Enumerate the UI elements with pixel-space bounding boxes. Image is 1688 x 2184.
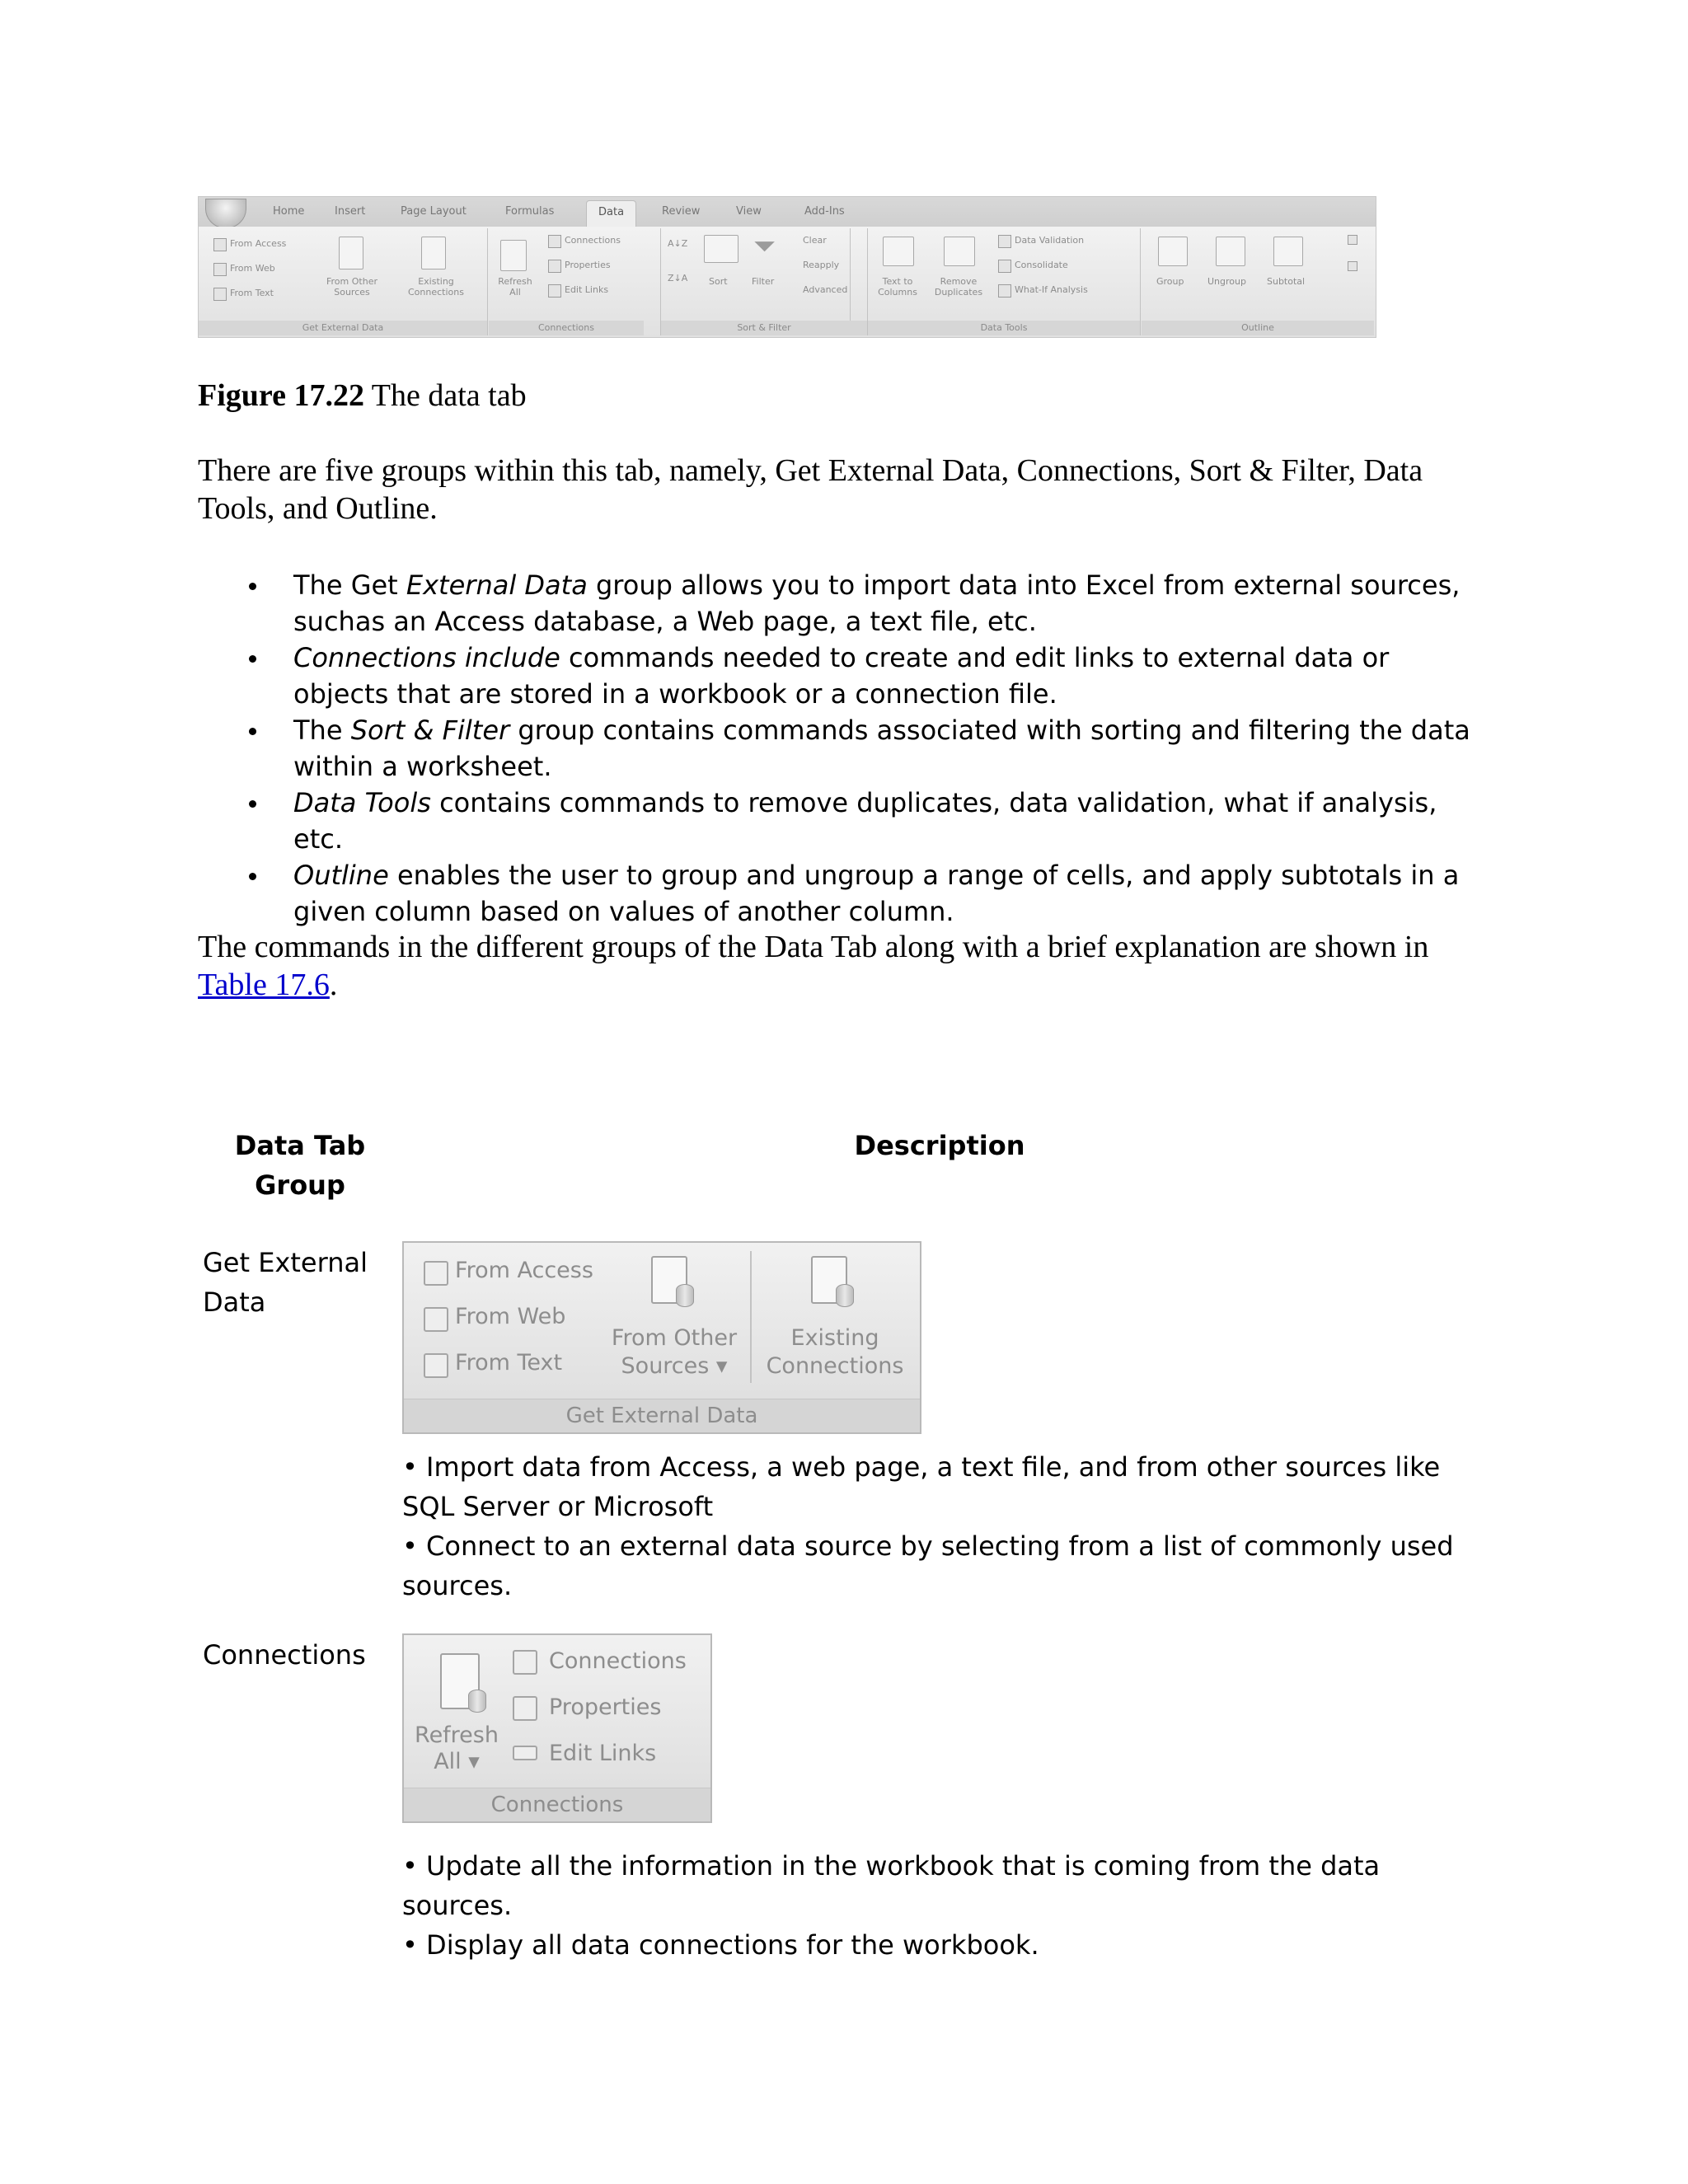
ribbon-tab-add-ins: Add-Ins <box>804 205 845 218</box>
get-external-data-group-name: Get External Data <box>199 321 487 335</box>
row-group-connections: Connections <box>203 1639 366 1671</box>
bullet-text: contains commands to remove duplicates, data validation, what if analysis, etc. <box>293 787 1437 855</box>
advanced-label: Advanced <box>803 284 848 295</box>
connections-group-image <box>402 1633 712 1823</box>
figure-caption <box>198 377 527 414</box>
ribbon-group-sort-filter <box>660 228 868 335</box>
bullet-emphasis: External Data <box>406 569 588 601</box>
bullet-dot <box>249 728 256 735</box>
edit-links-label: Edit Links <box>549 1741 657 1766</box>
properties-label: Properties <box>565 260 611 270</box>
sort-label: Sort <box>709 276 728 287</box>
ribbon-body <box>199 227 1376 337</box>
text-file-icon <box>213 288 227 301</box>
ribbon-group-get-external-data <box>199 228 488 335</box>
existing-connections-icon <box>811 1256 847 1304</box>
group-separator <box>750 1251 752 1383</box>
ungroup-label: Ungroup <box>1207 276 1246 287</box>
subtotal-icon <box>1273 237 1303 266</box>
connections-group-name: Connections <box>489 321 644 335</box>
sort-za-icon: Z↓A <box>668 273 688 284</box>
web-icon <box>213 263 227 276</box>
ribbon-tab-review: Review <box>662 205 701 218</box>
from-access-label: From Access <box>455 1258 593 1283</box>
show-detail-icon <box>1348 235 1357 245</box>
table-link[interactable]: Table 17.6 <box>198 968 330 1002</box>
refresh-icon <box>500 240 527 271</box>
consolidate-label: Consolidate <box>1015 260 1068 270</box>
from-other-sources-label: From Other Sources <box>326 276 377 298</box>
bullet-text: The Get <box>293 569 406 601</box>
get-external-data-group-image <box>402 1241 921 1434</box>
table-header-group: Data Tab Group <box>234 1130 366 1201</box>
ungroup-icon <box>1216 237 1245 266</box>
properties-label: Properties <box>549 1694 662 1720</box>
figure-title: The data tab <box>371 378 527 413</box>
description-line: • Connect to an external data source by selecting from a list of commonly used sources. <box>402 1530 1454 1601</box>
data-tools-group-name: Data Tools <box>868 321 1140 335</box>
connections-description <box>402 1846 1474 1965</box>
sort-filter-group-name: Sort & Filter <box>661 321 867 335</box>
ribbon-group-outline <box>1142 228 1374 335</box>
ribbon-tab-row <box>199 197 1376 227</box>
bullet-text: enables the user to group and ungroup a range of cells, and apply subtotals in a given column based on values of another column. <box>293 860 1460 927</box>
connections-label: Connections <box>549 1648 687 1674</box>
reapply-label: Reapply <box>803 260 840 270</box>
existing-connections-label-line2: Connections <box>766 1353 904 1379</box>
ribbon-tab-data: Data <box>586 200 636 227</box>
access-icon <box>213 238 227 251</box>
refresh-all-label-line2: All ▾ <box>434 1749 480 1774</box>
ribbon-tab-insert: Insert <box>335 205 366 218</box>
from-other-sources-label-line2: Sources ▾ <box>621 1353 728 1379</box>
table-header-description: Description <box>854 1130 1025 1161</box>
data-tab-ribbon-screenshot <box>198 196 1376 338</box>
bullet-item <box>198 640 1484 712</box>
ribbon-tab-page-layout: Page Layout <box>401 205 467 218</box>
remove-duplicates-icon <box>944 237 975 266</box>
bullet-dot <box>249 583 256 590</box>
connections-label: Connections <box>565 235 621 246</box>
closing-text: The commands in the different groups of the Data Tab along with a brief explanation are shown in <box>198 930 1429 964</box>
bullet-item <box>198 567 1484 640</box>
bullet-text: The <box>293 715 351 746</box>
properties-icon <box>513 1696 537 1721</box>
clear-label: Clear <box>803 235 827 246</box>
edit-links-label: Edit Links <box>565 284 609 295</box>
group-icon <box>1158 237 1188 266</box>
refresh-all-label: Refresh All <box>498 276 532 298</box>
filter-funnel-icon: ⏷ <box>753 230 776 263</box>
edit-links-icon <box>548 284 561 298</box>
bullet-text: commands needed to create and edit links to external data or objects that are stored in a workbook or a connection file. <box>293 642 1390 710</box>
description-line: • Display all data connections for the workbook. <box>402 1929 1039 1961</box>
web-icon <box>424 1307 448 1332</box>
text-file-icon <box>424 1353 448 1378</box>
from-text-label: From Text <box>230 288 274 298</box>
connections-icon <box>548 235 561 248</box>
access-icon <box>424 1261 448 1286</box>
closing-period: . <box>329 968 338 1002</box>
refresh-all-label-line1: Refresh <box>415 1722 499 1748</box>
figure-number: Figure 17.22 <box>198 378 364 413</box>
ribbon-group-data-tools <box>868 228 1141 335</box>
subtotal-label: Subtotal <box>1267 276 1306 287</box>
text-to-columns-label: Text to Columns <box>878 276 917 298</box>
bullet-item <box>198 785 1484 857</box>
existing-connections-icon <box>421 237 446 269</box>
what-if-icon <box>998 284 1011 298</box>
bullet-emphasis: Outline <box>293 860 389 891</box>
edit-links-icon <box>513 1746 537 1760</box>
from-web-label: From Web <box>230 263 275 274</box>
text-to-columns-icon <box>883 237 914 266</box>
group-bullet-list <box>198 567 1484 930</box>
connections-footer: Connections <box>404 1788 710 1821</box>
bullet-item <box>198 712 1484 785</box>
bullet-dot <box>249 873 256 880</box>
description-line: • Import data from Access, a web page, a text file, and from other sources like SQL Server or Microsoft <box>402 1451 1441 1522</box>
description-line: • Update all the information in the workbook that is coming from the data sources. <box>402 1850 1381 1921</box>
from-other-sources-label-line1: From Other <box>611 1325 738 1351</box>
bullet-dot <box>249 655 256 663</box>
consolidate-icon <box>998 260 1011 273</box>
office-button-icon <box>205 199 246 228</box>
bullet-text: group contains commands associated with sorting and filtering the data within a worksheet. <box>293 715 1470 782</box>
sort-az-icon: A↓Z <box>668 238 688 249</box>
bullet-item <box>198 857 1484 930</box>
group-label: Group <box>1156 276 1184 287</box>
from-text-label: From Text <box>455 1350 563 1376</box>
from-web-label: From Web <box>455 1304 566 1329</box>
filter-label: Filter <box>752 276 775 287</box>
other-sources-icon <box>651 1256 687 1304</box>
from-access-label: From Access <box>230 238 287 249</box>
bullet-dot <box>249 800 256 808</box>
bullet-emphasis: Sort & Filter <box>350 715 510 746</box>
existing-connections-label-line1: Existing <box>790 1325 879 1351</box>
bullet-emphasis: Data Tools <box>293 787 431 818</box>
existing-connections-label: Existing Connections <box>408 276 464 298</box>
ribbon-tab-home: Home <box>273 205 305 218</box>
hide-detail-icon <box>1348 261 1357 271</box>
bullet-emphasis: Connections include <box>293 642 560 673</box>
row-group-get-external-data: Get External Data <box>203 1247 368 1318</box>
closing-paragraph <box>198 928 1484 1004</box>
properties-icon <box>548 260 561 273</box>
remove-duplicates-label: Remove Duplicates <box>934 276 983 298</box>
what-if-label: What-If Analysis <box>1015 284 1088 295</box>
bullet-text: group allows you to import data into Excel from external sources, suchas an Access database, a Web page, a text file, etc. <box>293 569 1461 637</box>
get-external-data-footer: Get External Data <box>404 1399 920 1432</box>
refresh-all-icon <box>440 1653 480 1709</box>
get-external-data-description <box>402 1447 1474 1605</box>
intro-paragraph: There are five groups within this tab, namely, Get External Data, Connections, Sort & Filter, Data Tools, and Outline. <box>198 453 1423 526</box>
connections-icon <box>513 1650 537 1675</box>
ribbon-tab-view: View <box>736 205 762 218</box>
sort-dialog-icon <box>704 235 738 263</box>
data-validation-icon <box>998 235 1011 248</box>
outline-group-name: Outline <box>1142 321 1374 335</box>
other-sources-icon <box>339 237 363 269</box>
ribbon-tab-formulas: Formulas <box>505 205 555 218</box>
data-validation-label: Data Validation <box>1015 235 1085 246</box>
